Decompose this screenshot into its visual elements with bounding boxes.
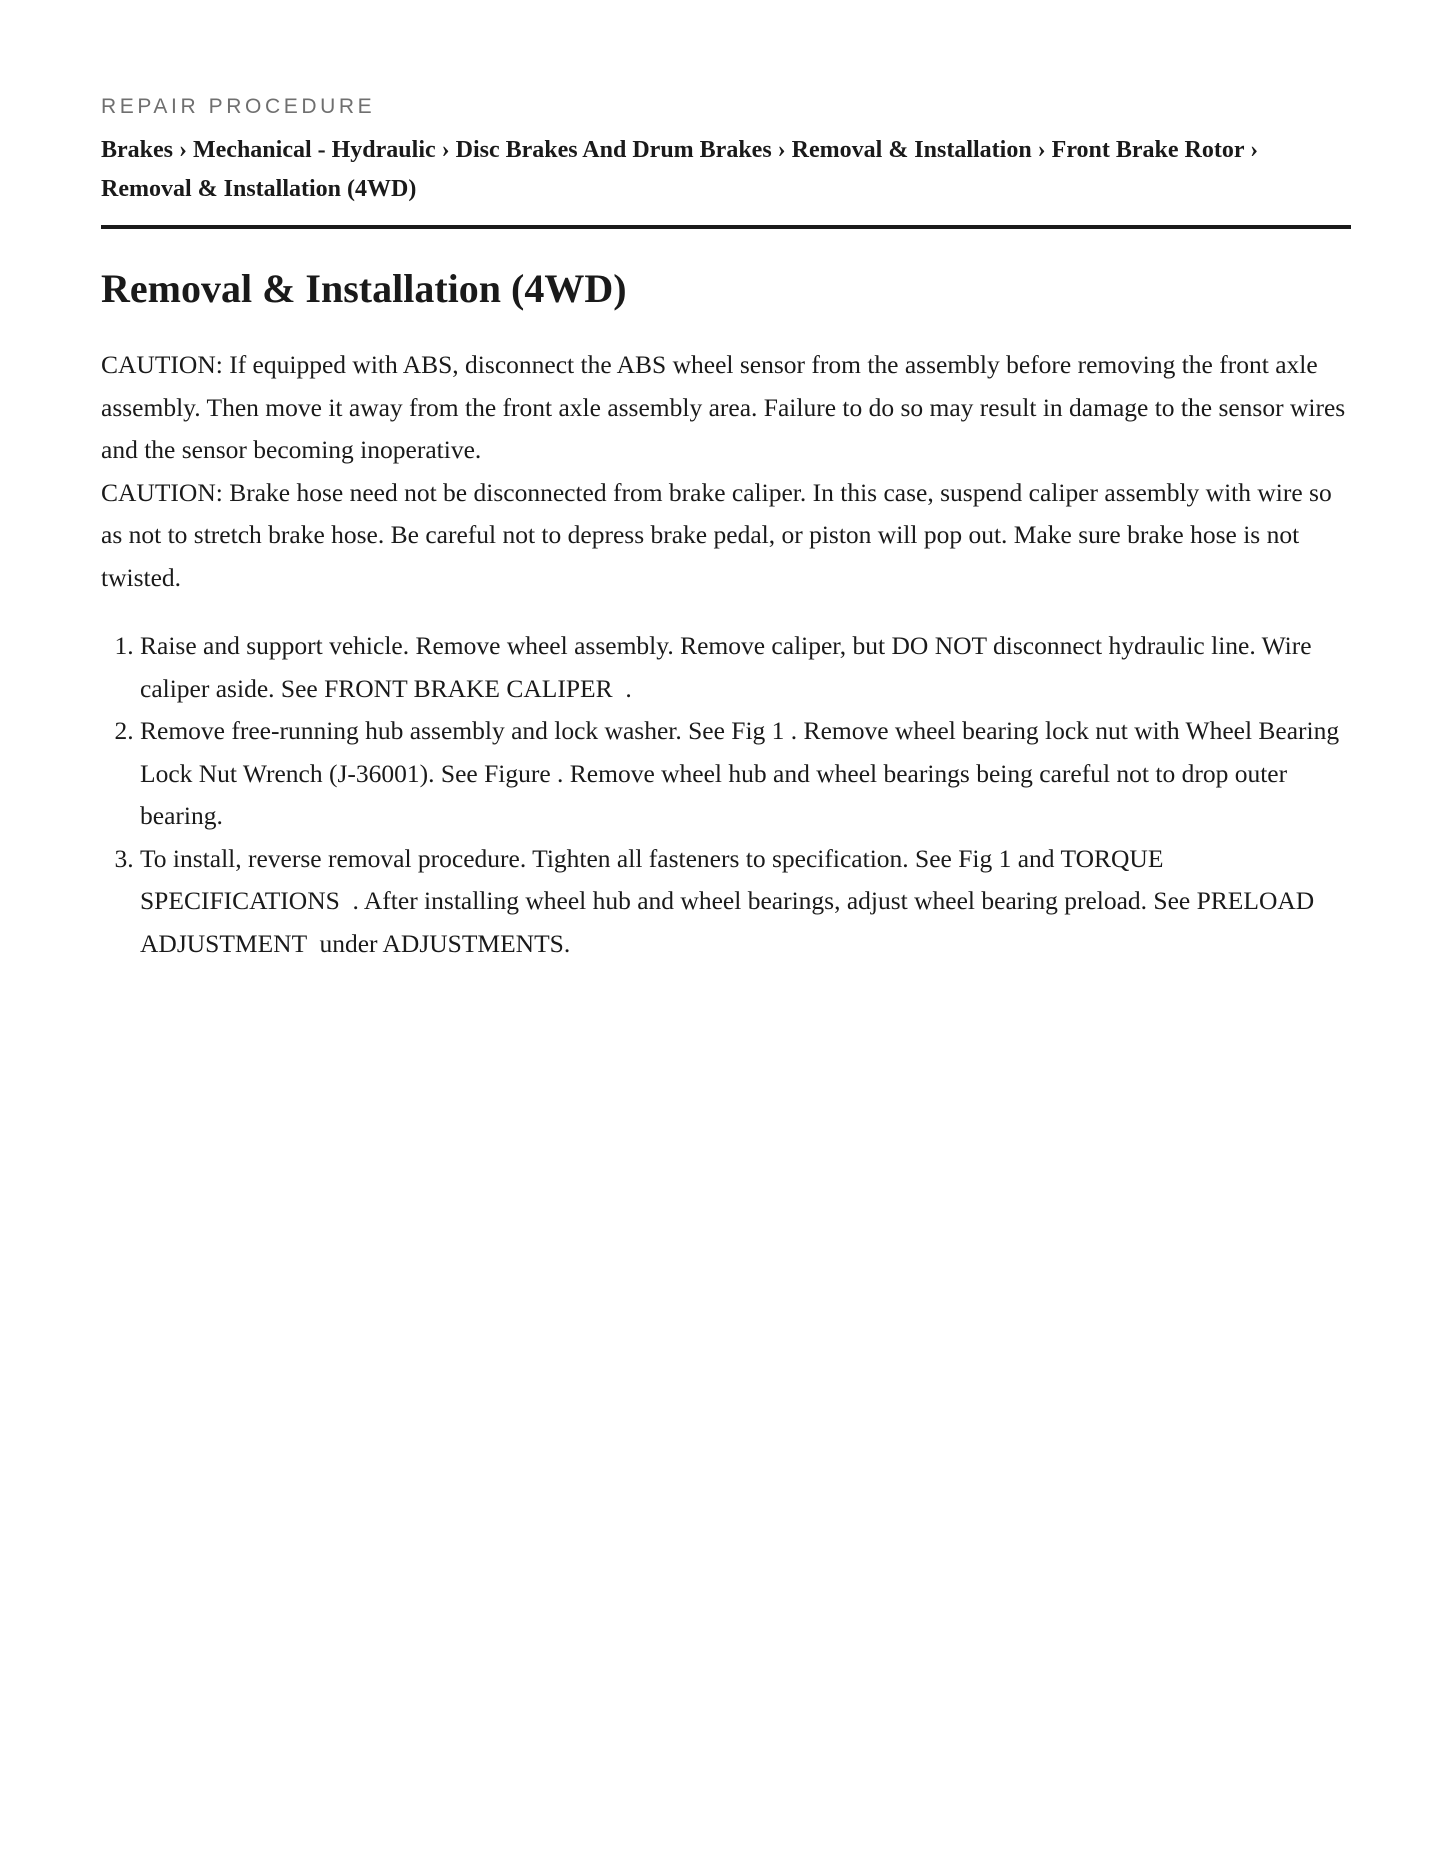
caution-block — [101, 344, 1351, 599]
breadcrumb-item[interactable]: Brakes — [101, 137, 173, 163]
breadcrumb-item[interactable]: Disc Brakes And Drum Brakes — [455, 137, 772, 163]
procedure-step: 2. Remove free-running hub assembly and lock washer. See Fig 1 . Remove wheel bearing lock nut with Wheel Bearing Lock Nut Wrench (J-36001). See Figure . Remove wheel hub and wheel bearings being careful not to drop outer bearing. — [140, 710, 1351, 838]
procedure-step: 3. To install, reverse removal procedure. Tighten all fasteners to specification. See Fig 1 and TORQUE SPECIFICATIONS . After installing wheel hub and wheel bearings, adjust wheel bearing preload. See PRELOAD ADJUSTMENT under ADJUSTMENTS. — [140, 838, 1351, 966]
page-title: Removal & Installation (4WD) — [101, 266, 627, 311]
breadcrumb-separator: › — [179, 137, 193, 163]
procedure-steps — [101, 625, 1351, 965]
breadcrumb-item[interactable]: Mechanical - Hydraulic — [193, 137, 436, 163]
breadcrumb-item[interactable]: Front Brake Rotor — [1051, 137, 1245, 163]
caution-abs: CAUTION: If equipped with ABS, disconnect the ABS wheel sensor from the assembly before removing the front axle assembly. Then move it away from the front axle assembly area. Failure to do so may result in damage to the sensor wires and the sensor becoming inoperative. — [101, 350, 1346, 464]
document-page — [101, 92, 1351, 965]
caution-brake-hose: CAUTION: Brake hose need not be disconnected from brake caliper. In this case, suspend caliper assembly with wire so as not to stretch brake hose. Be careful not to depress brake pedal, or piston will pop out. Make sure brake hose is not twisted. — [101, 477, 1332, 592]
breadcrumb — [101, 131, 1351, 229]
breadcrumb-item[interactable]: Removal & Installation — [791, 137, 1032, 163]
breadcrumb-separator: › — [777, 137, 792, 163]
section-eyebrow: REPAIR PROCEDURE — [101, 95, 376, 118]
breadcrumb-separator: › — [1250, 137, 1259, 163]
breadcrumb-separator: › — [1037, 137, 1052, 163]
procedure-step: 1. Raise and support vehicle. Remove wheel assembly. Remove caliper, but DO NOT disconnect hydraulic line. Wire caliper aside. See FRONT BRAKE CALIPER . — [140, 625, 1351, 710]
breadcrumb-current: Removal & Installation (4WD) — [101, 176, 417, 202]
breadcrumb-separator: › — [441, 137, 456, 163]
